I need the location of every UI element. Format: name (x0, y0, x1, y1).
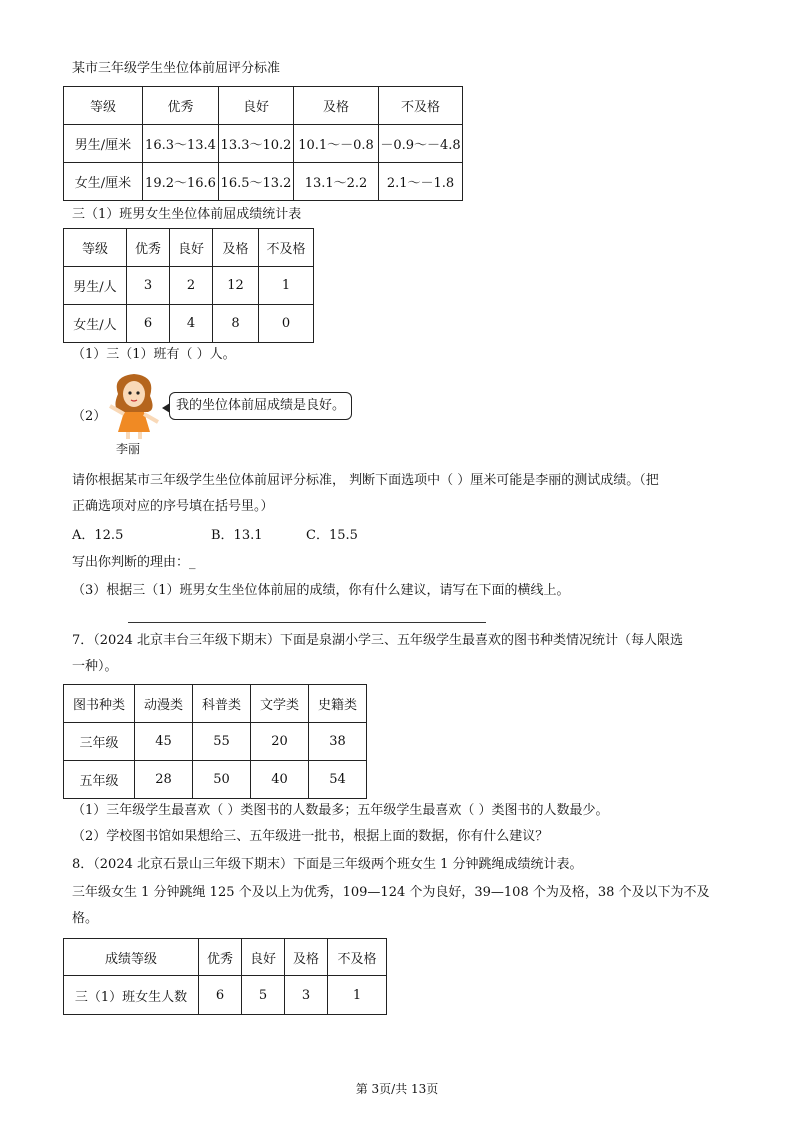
table-cell: 38 (309, 723, 367, 761)
table-header: 成绩等级 (64, 939, 199, 976)
jump-rope-table (63, 938, 387, 1015)
speech-bubble: 我的坐位体前屈成绩是良好。 (169, 392, 352, 420)
table-header: 优秀 (143, 87, 219, 125)
table-cell: 13.1～2.2 (294, 163, 379, 201)
q7-line1: 7．（2024 北京丰台三年级下期末）下面是泉湖小学三、五年级学生最喜欢的图书种类情况统计（每人限选 (72, 633, 683, 648)
table-cell: 0 (259, 305, 314, 343)
table-cell: 4 (170, 305, 213, 343)
q7-part1: （1）三年级学生最喜欢（ ）类图书的人数最多；五年级学生最喜欢（ ）类图书的人数最少。 (72, 803, 609, 818)
table-header: 及格 (213, 229, 259, 267)
table-header: 良好 (242, 939, 285, 976)
table-cell: 女生/厘米 (64, 163, 143, 201)
table-cell: 40 (251, 761, 309, 799)
table-cell: －0.9～－4.8 (379, 125, 463, 163)
q6-part2-line1: 请你根据某市三年级学生坐位体前屈评分标准， 判断下面选项中（ ）厘米可能是李丽的测试成绩。（把 (72, 473, 659, 488)
q8-line3: 格。 (72, 911, 99, 926)
table-header: 史籍类 (309, 685, 367, 723)
table-cell: 16.5～13.2 (219, 163, 294, 201)
page-footer: 第 3页/共 13页 (355, 1082, 439, 1096)
table-cell: 19.2～16.6 (143, 163, 219, 201)
standard-table (63, 86, 463, 201)
girl-name-label: 李丽 (116, 442, 141, 456)
table-cell: 1 (259, 267, 314, 305)
table-header: 动漫类 (135, 685, 193, 723)
table-cell: 8 (213, 305, 259, 343)
standard-table-title: 某市三年级学生坐位体前屈评分标准 (72, 61, 281, 76)
table-cell: 三（1）班女生人数 (64, 976, 199, 1015)
table-header: 及格 (285, 939, 328, 976)
option-b: B．13.1 (211, 528, 263, 543)
table-cell: 3 (127, 267, 170, 305)
table-cell: 20 (251, 723, 309, 761)
book-type-table (63, 684, 367, 799)
option-a: A．12.5 (72, 528, 124, 543)
table-cell: 54 (309, 761, 367, 799)
table-header: 不及格 (328, 939, 387, 976)
table-header: 等级 (64, 229, 127, 267)
table-cell: 男生/厘米 (64, 125, 143, 163)
table-cell: 五年级 (64, 761, 135, 799)
q6-part1: （1）三（1）班有（ ）人。 (72, 347, 236, 362)
table-cell: 5 (242, 976, 285, 1015)
table-cell: 16.3～13.4 (143, 125, 219, 163)
table-cell: 28 (135, 761, 193, 799)
answer-line (128, 622, 486, 623)
table-cell: 3 (285, 976, 328, 1015)
table-cell: 1 (328, 976, 387, 1015)
q6-part2-line2: 正确选项对应的序号填在括号里。） (72, 499, 274, 514)
table-cell: 10.1～－0.8 (294, 125, 379, 163)
q8-line1: 8．（2024 北京石景山三年级下期末）下面是三年级两个班女生 1 分钟跳绳成绩统计表。 (72, 857, 583, 872)
table-header: 优秀 (199, 939, 242, 976)
table-cell: 三年级 (64, 723, 135, 761)
class-stats-title: 三（1）班男女生坐位体前屈成绩统计表 (72, 207, 302, 222)
q6-part2-label: （2） (72, 409, 107, 424)
table-cell: 6 (127, 305, 170, 343)
table-header: 不及格 (379, 87, 463, 125)
q7-part2: （2）学校图书馆如果想给三、五年级进一批书，根据上面的数据，你有什么建议？ (72, 829, 549, 844)
girl-illustration (104, 370, 164, 440)
table-header: 图书种类 (64, 685, 135, 723)
option-c: C．15.5 (306, 528, 358, 543)
table-header: 及格 (294, 87, 379, 125)
table-header: 科普类 (193, 685, 251, 723)
table-header: 文学类 (251, 685, 309, 723)
q8-line2: 三年级女生 1 分钟跳绳 125 个及以上为优秀，109—124 个为良好，39—108 个为及格，38 个及以下为不及 (72, 885, 710, 900)
q7-line2: 一种）。 (72, 659, 118, 674)
table-cell: 6 (199, 976, 242, 1015)
table-cell: 12 (213, 267, 259, 305)
table-cell: 50 (193, 761, 251, 799)
table-header: 良好 (219, 87, 294, 125)
table-cell: 男生/人 (64, 267, 127, 305)
table-header: 等级 (64, 87, 143, 125)
class-stats-table (63, 228, 314, 343)
table-cell: 2.1～－1.8 (379, 163, 463, 201)
table-cell: 13.3～10.2 (219, 125, 294, 163)
table-cell: 45 (135, 723, 193, 761)
table-header: 不及格 (259, 229, 314, 267)
table-header: 良好 (170, 229, 213, 267)
table-header: 优秀 (127, 229, 170, 267)
reason-prompt: 写出你判断的理由：_ (72, 555, 196, 570)
q6-part3: （3）根据三（1）班男女生坐位体前屈的成绩，你有什么建议，请写在下面的横线上。 (72, 583, 570, 598)
table-cell: 女生/人 (64, 305, 127, 343)
table-cell: 2 (170, 267, 213, 305)
table-cell: 55 (193, 723, 251, 761)
